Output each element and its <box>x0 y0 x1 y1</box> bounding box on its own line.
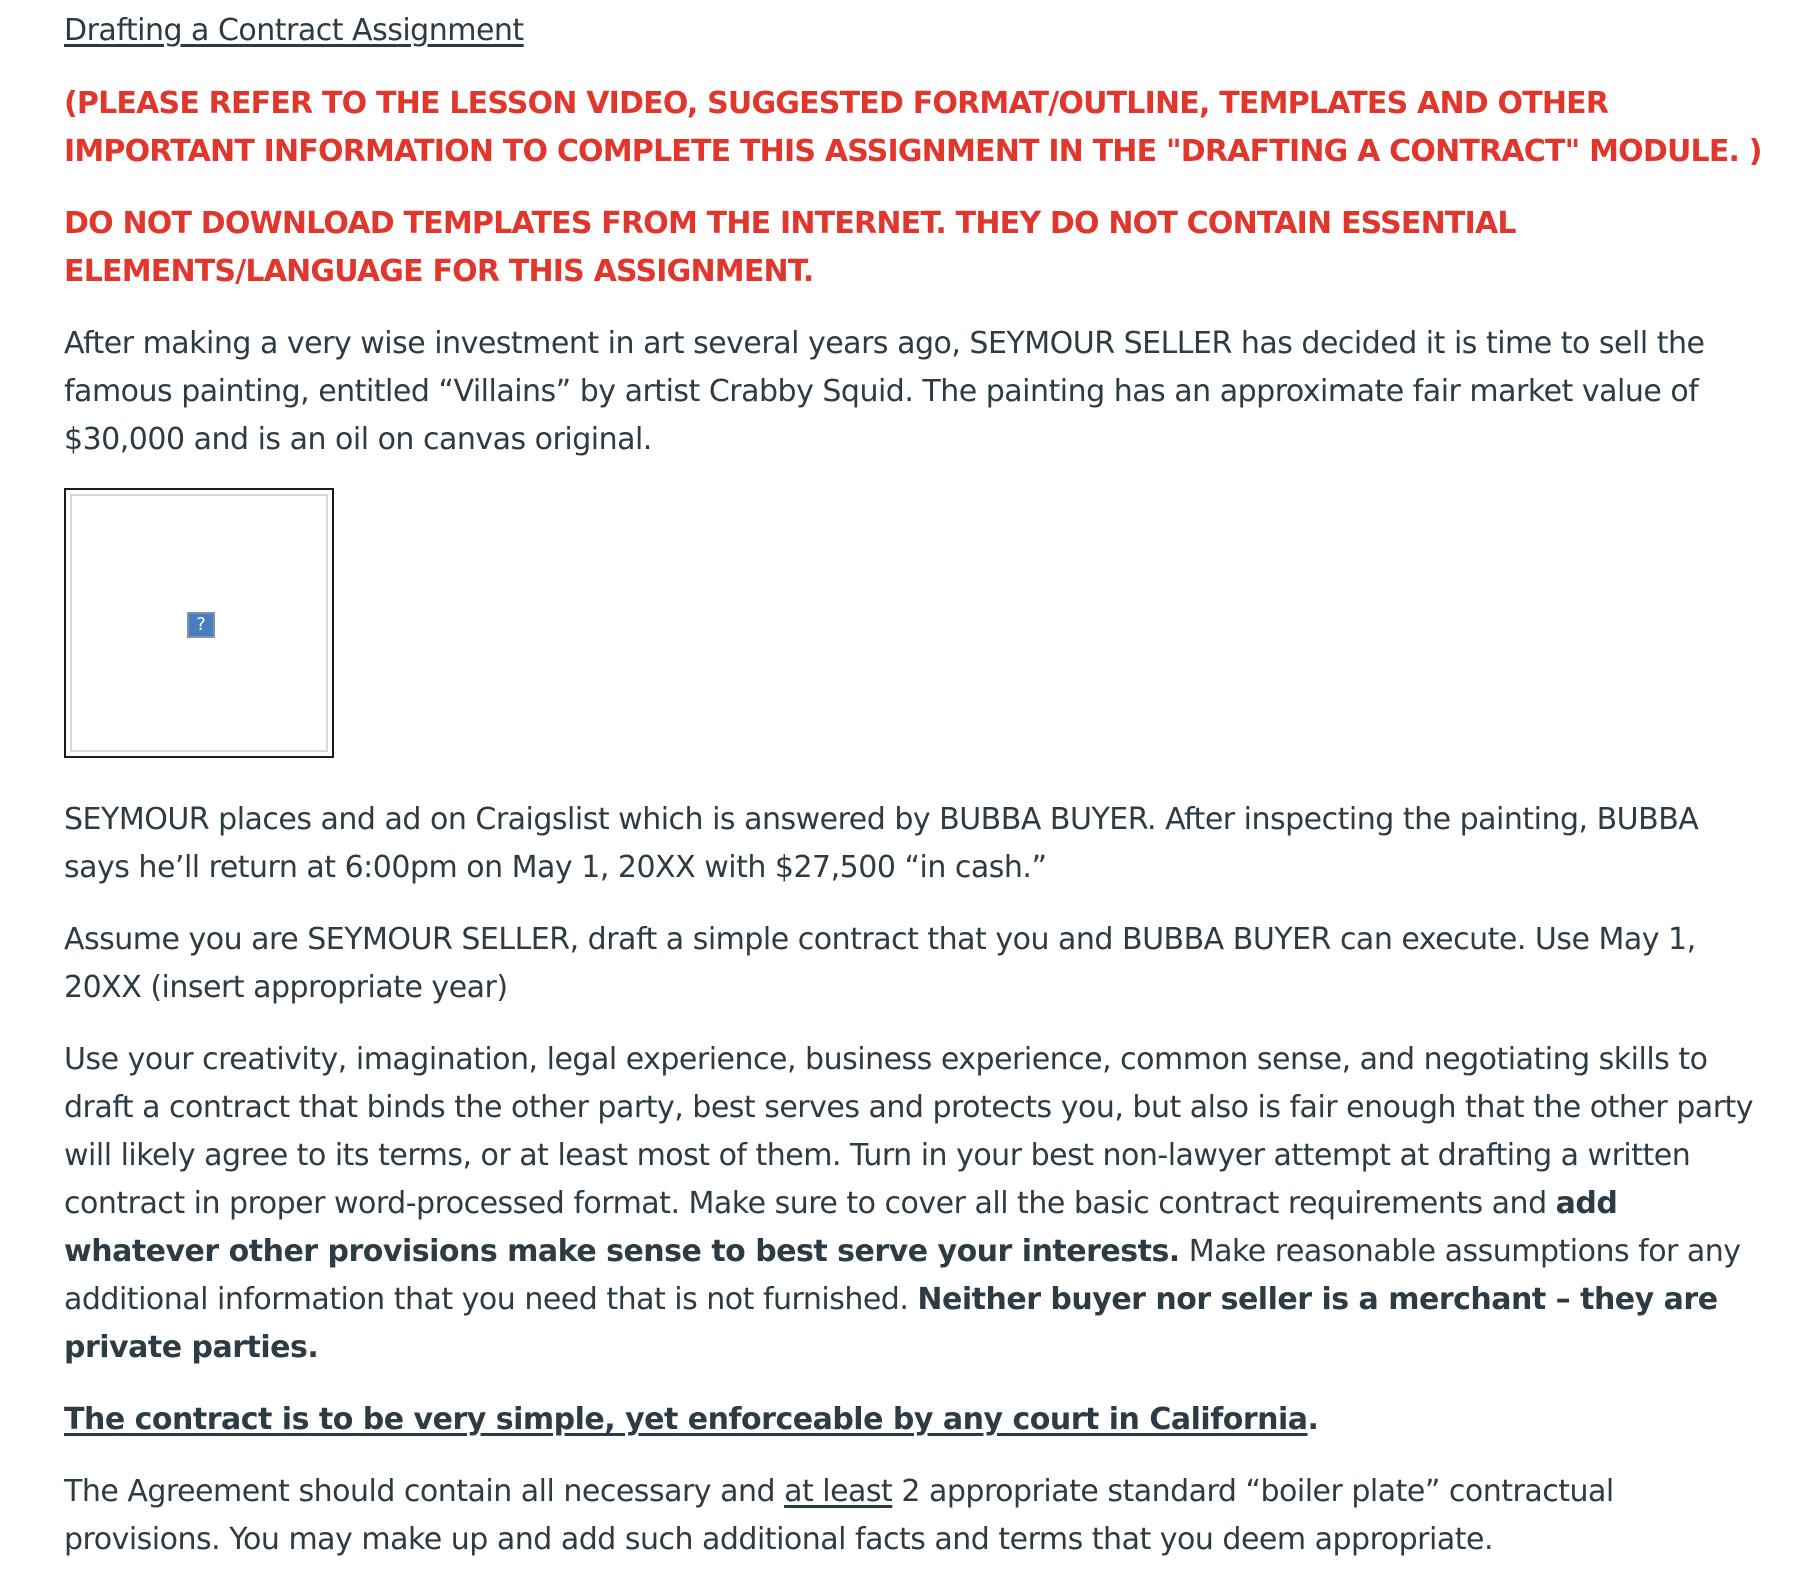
boilerplate-paragraph <box>64 1468 1764 1564</box>
image-placeholder <box>70 494 328 752</box>
notice-no-templates: DO NOT DOWNLOAD TEMPLATES FROM THE INTERNET. THEY DO NOT CONTAIN ESSENTIAL ELEMENTS/LANGUAGE FOR THIS ASSIGNMENT. <box>64 206 1516 289</box>
assignment-content <box>64 10 1764 1588</box>
guidance-paragraph <box>64 1036 1764 1372</box>
boilerplate-underlined: at least <box>784 1474 893 1509</box>
guidance-bold-2: Neither buyer nor seller is a merchant – they are private parties. <box>64 1282 1718 1365</box>
scenario-paragraph: SEYMOUR places and ad on Craigslist which is answered by BUBBA BUYER. After inspecting the painting, BUBBA says he’ll return at 6:00pm on May 1, 20XX with $27,500 “in cash.” <box>64 802 1699 885</box>
guidance-text-1: Use your creativity, imagination, legal experience, business experience, common sense, and negotiating skills to draft a contract that binds the other party, best serves and protects you, but also is fair enough that the other party will likely agree to its terms, or at least most of them. Turn in your best non-lawyer attempt at drafting a written contract in proper word-processed format. Make sure to cover all the basic contract requirements and <box>64 1042 1754 1221</box>
page-title: Drafting a Contract Assignment <box>64 13 524 48</box>
guidance-bold-1: add whatever other provisions make sense to best serve your interests. <box>64 1186 1618 1269</box>
notice-refer-lesson: (PLEASE REFER TO THE LESSON VIDEO, SUGGESTED FORMAT/OUTLINE, TEMPLATES AND OTHER IMPORTANT INFORMATION TO COMPLETE THIS ASSIGNMENT IN THE "DRAFTING A CONTRACT" MODULE. ) <box>64 86 1762 169</box>
boilerplate-text-1: The Agreement should contain all necessary and <box>64 1474 785 1509</box>
requirement-paragraph <box>64 1396 1764 1444</box>
requirement-underlined: The contract is to be very simple, yet enforceable by any court in California <box>64 1402 1308 1437</box>
task-paragraph: Assume you are SEYMOUR SELLER, draft a simple contract that you and BUBBA BUYER can execute. Use May 1, 20XX (insert appropriate year) <box>64 922 1696 1005</box>
intro-paragraph: After making a very wise investment in art several years ago, SEYMOUR SELLER has decided it is time to sell the famous painting, entitled “Villains” by artist Crabby Squid. The painting has an approximate fair market value of $30,000 and is an oil on canvas original. <box>64 326 1705 457</box>
requirement-end: . <box>1307 1402 1319 1437</box>
broken-image-icon: ? <box>187 612 215 638</box>
guidance-text-2: Make reasonable assumptions for any additional information that you need that is not furnished. <box>64 1234 1741 1317</box>
painting-image <box>64 488 334 758</box>
boilerplate-text-2: 2 appropriate standard “boiler plate” contractual provisions. You may make up and add such additional facts and terms that you deem appropriate. <box>64 1474 1614 1557</box>
